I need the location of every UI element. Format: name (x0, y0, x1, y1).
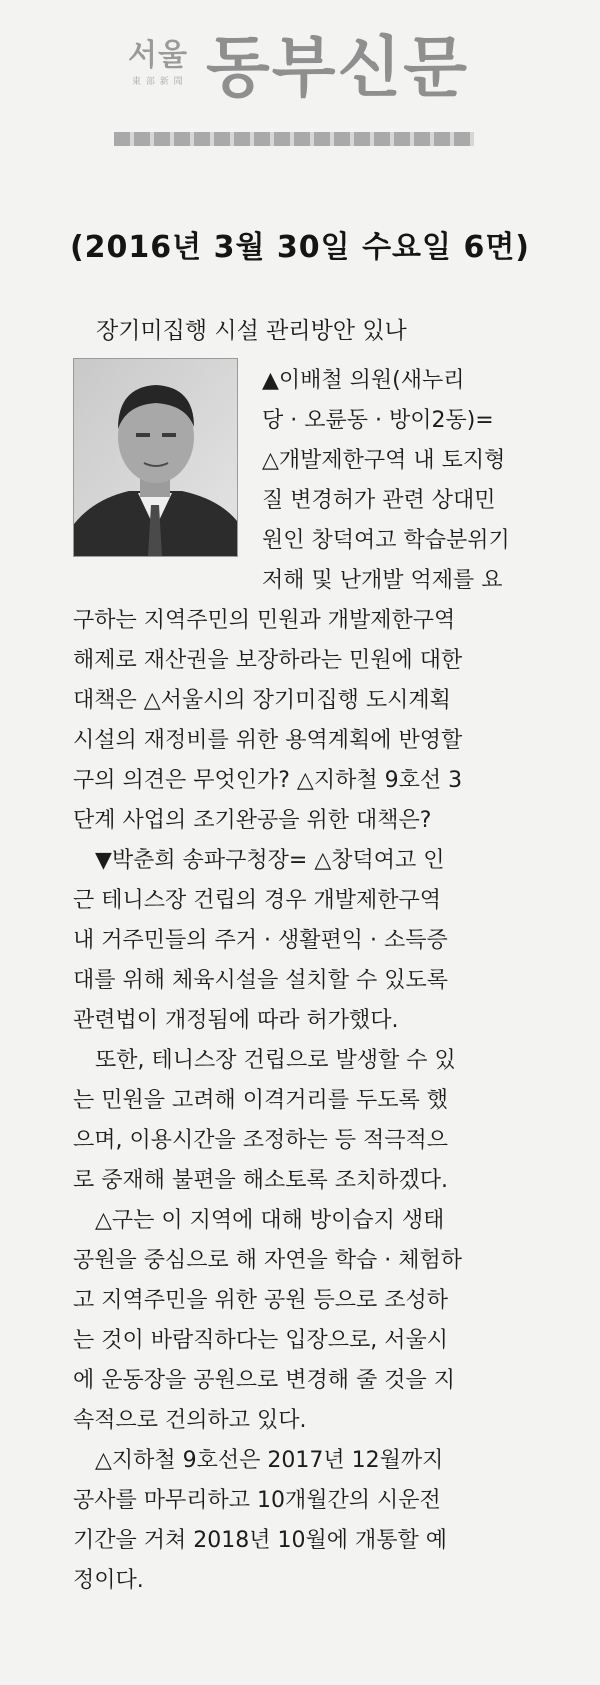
article-line: 당 · 오륜동 · 방이2동)= (262, 408, 494, 433)
article-line: 는 민원을 고려해 이격거리를 두도록 했 (73, 1088, 448, 1113)
article-line: 단계 사업의 조기완공을 위한 대책은? (73, 808, 432, 833)
article-line: ▲이배철 의원(새누리 (262, 368, 465, 393)
article-line: 구하는 지역주민의 민원과 개발제한구역 (73, 608, 456, 633)
article-line: △구는 이 지역에 대해 방이습지 생태 (95, 1208, 445, 1233)
person-portrait-image (74, 359, 237, 556)
article-line: 속적으로 건의하고 있다. (73, 1408, 307, 1433)
article-line: 정이다. (73, 1568, 144, 1593)
article-line: ▼박춘희 송파구청장= △창덕여고 인 (95, 848, 445, 873)
article-line: 해제로 재산권을 보장하라는 민원에 대한 (73, 648, 463, 673)
article-line: 또한, 테니스장 건립으로 발생할 수 있 (95, 1048, 456, 1073)
article-line: 공원을 중심으로 해 자연을 학습 · 체험하 (73, 1248, 462, 1273)
article-line: 시설의 재정비를 위한 용역계획에 반영할 (73, 728, 463, 753)
article-line: 기간을 거쳐 2018년 10월에 개통할 예 (73, 1528, 447, 1553)
article-line: 원인 창덕여고 학습분위기 (262, 528, 510, 553)
article-line: 대를 위해 체육시설을 설치할 수 있도록 (73, 968, 448, 993)
article-line: 으며, 이용시간을 조정하는 등 적극적으 (73, 1128, 448, 1153)
article-line: 는 것이 바람직하다는 입장으로, 서울시 (73, 1328, 448, 1353)
article-line: △개발제한구역 내 토지형 (262, 448, 506, 473)
article-line: 근 테니스장 건립의 경우 개발제한구역 (73, 888, 442, 913)
masthead (110, 12, 480, 152)
masthead-seoul: 서울 (128, 38, 188, 73)
masthead-hanja: 東 部 新 聞 (132, 77, 184, 87)
article-line: 저해 및 난개발 억제를 요 (262, 568, 503, 593)
article-line: 질 변경허가 관련 상대민 (262, 488, 496, 513)
article-line: 고 지역주민을 위한 공원 등으로 조성하 (73, 1288, 448, 1313)
article-line: △지하철 9호선은 2017년 12월까지 (95, 1448, 444, 1473)
article-line: 로 중재해 불편을 해소토록 조치하겠다. (73, 1168, 448, 1193)
article-line: 관련법이 개정됨에 따라 허가했다. (73, 1008, 399, 1033)
article-line: 내 거주민들의 주거 · 생활편익 · 소득증 (73, 928, 448, 953)
masthead-rule (114, 132, 474, 146)
article-line: 구의 의견은 무엇인가? △지하철 9호선 3 (73, 768, 463, 793)
article-line: 대책은 △서울시의 장기미집행 도시계획 (73, 688, 451, 713)
article-headline: 장기미집행 시설 관리방안 있나 (96, 318, 407, 344)
article-line: 에 운동장을 공원으로 변경해 줄 것을 지 (73, 1368, 455, 1393)
publication-date: (2016년 3월 30일 수요일 6면) (69, 230, 531, 265)
article-line: 공사를 마무리하고 10개월간의 시운전 (73, 1488, 441, 1513)
portrait-photo (73, 358, 238, 557)
masthead-title: 동부신문 (206, 29, 470, 106)
